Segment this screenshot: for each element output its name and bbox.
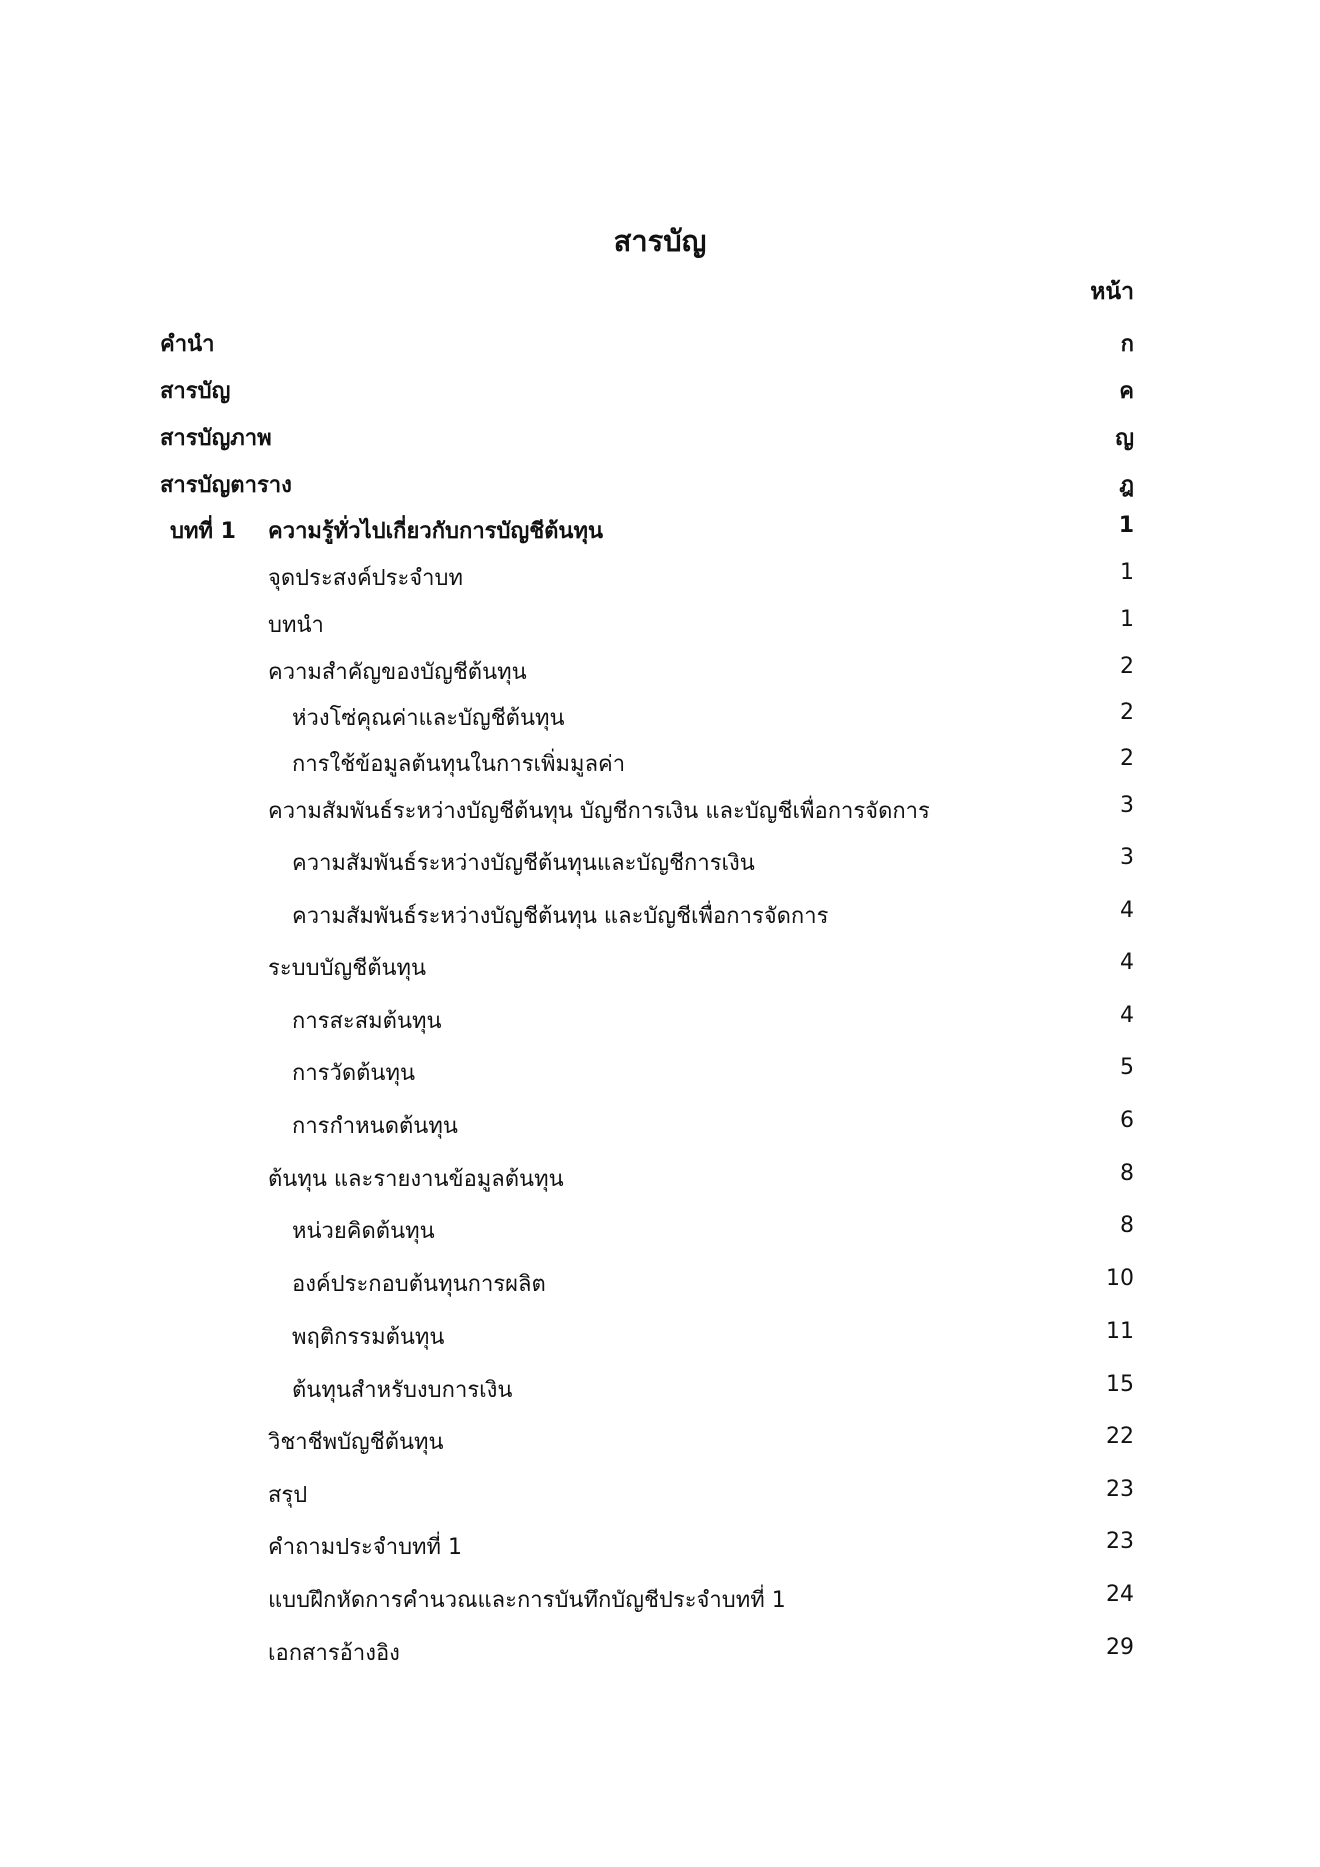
toc-page: 5 [1120, 1055, 1134, 1080]
toc-label: หน่วยคิดต้นทุน [292, 1219, 435, 1244]
toc-page: 2 [1120, 746, 1134, 771]
toc-page: 11 [1106, 1319, 1134, 1344]
toc-page: 2 [1120, 700, 1134, 725]
toc-page: 4 [1120, 1003, 1134, 1028]
toc-page: 29 [1106, 1635, 1134, 1660]
toc-row[interactable] [0, 1003, 1320, 1043]
toc-row[interactable] [0, 1477, 1320, 1517]
toc-row[interactable] [0, 560, 1320, 600]
toc-label: การวัดต้นทุน [292, 1061, 415, 1086]
toc-page: 3 [1120, 793, 1134, 818]
toc-row[interactable] [0, 1266, 1320, 1306]
toc-row[interactable] [0, 1161, 1320, 1201]
toc-row[interactable] [0, 1055, 1320, 1095]
toc-row[interactable] [0, 1319, 1320, 1359]
toc-label: สารบัญตาราง [160, 473, 292, 498]
toc-label: ความสัมพันธ์ระหว่างบัญชีต้นทุน บัญชีการเงิน และบัญชีเพื่อการจัดการ [268, 799, 930, 824]
toc-page: 1 [1120, 607, 1134, 632]
toc-label: การใช้ข้อมูลต้นทุนในการเพิ่มมูลค่า [292, 752, 626, 777]
toc-row[interactable] [0, 607, 1320, 647]
toc-label: วิชาชีพบัญชีต้นทุน [268, 1430, 444, 1455]
chapter-title: ความรู้ทั่วไปเกี่ยวกับการบัญชีต้นทุน [268, 519, 603, 544]
toc-page: 1 [1118, 513, 1134, 538]
toc-row[interactable] [0, 1582, 1320, 1622]
toc-row[interactable] [0, 1424, 1320, 1464]
page-column-header: หน้า [1090, 279, 1134, 305]
toc-page: 4 [1120, 898, 1134, 923]
toc-label: ระบบบัญชีต้นทุน [268, 956, 427, 981]
toc-label: พฤติกรรมต้นทุน [292, 1325, 445, 1350]
toc-page: 2 [1120, 654, 1134, 679]
toc-row[interactable] [0, 898, 1320, 938]
toc-page: ญ [1115, 426, 1134, 451]
toc-page: ก [1120, 332, 1134, 357]
toc-page: 23 [1106, 1477, 1134, 1502]
toc-page: 3 [1120, 845, 1134, 870]
toc-row[interactable] [0, 1372, 1320, 1412]
toc-row[interactable] [0, 700, 1320, 740]
toc-label: ความสัมพันธ์ระหว่างบัญชีต้นทุน และบัญชีเพื่อการจัดการ [292, 904, 829, 929]
toc-page: 15 [1106, 1372, 1134, 1397]
toc-label: จุดประสงค์ประจำบท [268, 566, 463, 591]
toc-label: แบบฝึกหัดการคำนวณและการบันทึกบัญชีประจำบทที่ 1 [268, 1588, 786, 1613]
toc-row[interactable] [0, 746, 1320, 786]
toc-label: ต้นทุน และรายงานข้อมูลต้นทุน [268, 1167, 564, 1192]
toc-page: ฎ [1119, 473, 1134, 498]
toc-row[interactable] [0, 845, 1320, 885]
toc-page: 6 [1120, 1108, 1134, 1133]
toc-row-chapter-1[interactable] [0, 513, 1320, 553]
toc-label: การกำหนดต้นทุน [292, 1114, 458, 1139]
toc-label: ความสำคัญของบัญชีต้นทุน [268, 660, 527, 685]
toc-label: การสะสมต้นทุน [292, 1009, 442, 1034]
chapter-number: บทที่ 1 [170, 519, 236, 544]
toc-row[interactable] [0, 1529, 1320, 1569]
toc-page: 10 [1106, 1266, 1134, 1291]
toc-page: 8 [1120, 1213, 1134, 1238]
toc-row-list-of-figures[interactable] [0, 420, 1320, 460]
toc-row[interactable] [0, 1213, 1320, 1253]
toc-page: 1 [1120, 560, 1134, 585]
toc-page: 23 [1106, 1529, 1134, 1554]
toc-label: สารบัญ [160, 379, 231, 404]
toc-label: เอกสารอ้างอิง [268, 1641, 400, 1666]
toc-label: ต้นทุนสำหรับงบการเงิน [292, 1378, 513, 1403]
page-title: สารบัญ [613, 224, 707, 258]
toc-label: บทนำ [268, 613, 324, 638]
toc-row[interactable] [0, 1108, 1320, 1148]
toc-label: ความสัมพันธ์ระหว่างบัญชีต้นทุนและบัญชีการเงิน [292, 851, 755, 876]
toc-page: 8 [1120, 1161, 1134, 1186]
toc-label: คำนำ [160, 332, 215, 357]
toc-label: สารบัญภาพ [160, 426, 272, 451]
toc-row[interactable] [0, 654, 1320, 694]
toc-row[interactable] [0, 950, 1320, 990]
toc-label: องค์ประกอบต้นทุนการผลิต [292, 1272, 546, 1297]
toc-page: ค [1119, 379, 1134, 404]
toc-row-list-of-tables[interactable] [0, 467, 1320, 507]
toc-row[interactable] [0, 793, 1320, 833]
toc-row-preface[interactable] [0, 326, 1320, 366]
toc-label: ห่วงโซ่คุณค่าและบัญชีต้นทุน [292, 706, 565, 731]
toc-page: 22 [1106, 1424, 1134, 1449]
toc-page: 24 [1106, 1582, 1134, 1607]
toc-label: คำถามประจำบทที่ 1 [268, 1535, 463, 1560]
toc-label: สรุป [268, 1483, 308, 1508]
toc-row[interactable] [0, 1635, 1320, 1675]
toc-page: 4 [1120, 950, 1134, 975]
toc-row-contents[interactable] [0, 373, 1320, 413]
